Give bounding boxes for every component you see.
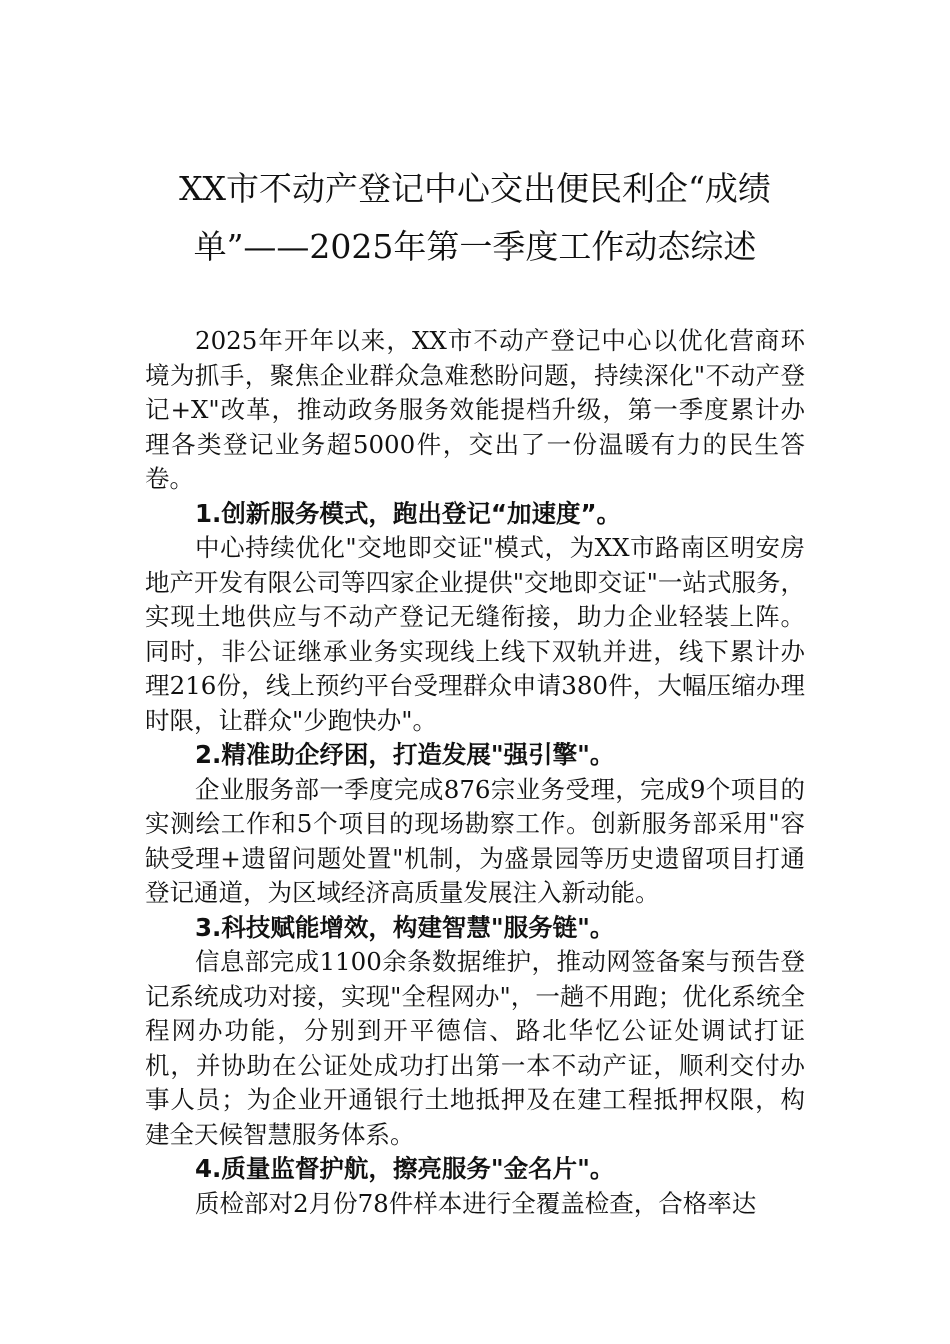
section-paragraph-3: 信息部完成1100余条数据维护，推动网签备案与预告登记系统成功对接，实现"全程网办"，一趟不用跑；优化系统全程网办功能，分别到开平德信、路北华忆公证处调试打证机，并协助在公证处成功打出第一本不动产证，顺利交付办事人员；为企业开通银行土地抵押及在建工程抵押权限，构建全天候智慧服务体系。 — [145, 947, 805, 1149]
document-title: XX市不动产登记中心交出便民利企“成绩单”——2025年第一季度工作动态综述 — [179, 169, 771, 266]
section-paragraph-4: 质检部对2月份78件样本进行全覆盖检查，合格率达 — [195, 1188, 757, 1218]
intro-paragraph: 2025年开年以来，XX市不动产登记中心以优化营商环境为抓手，聚焦企业群众急难愁盼问题，持续深化"不动产登记+X"改革，推动政务服务效能提档升级，第一季度累计办理各类登记业务超5000件，交出了一份温暖有力的民生答卷。 — [145, 326, 805, 493]
section-heading-1: 1.创新服务模式，跑出登记“加速度”。 — [195, 498, 622, 528]
section-heading-4: 4.质量监督护航，擦亮服务"金名片"。 — [195, 1154, 615, 1183]
section-heading-2: 2.精准助企纾困，打造发展"强引擎"。 — [195, 740, 615, 769]
section-paragraph-1: 中心持续优化"交地即交证"模式，为XX市路南区明安房地产开发有限公司等四家企业提供"交地即交证"一站式服务，实现土地供应与不动产登记无缝衔接，助力企业轻装上阵。同时，非公证继承业务实现线上线下双轨并进，线下累计办理216份，线上预约平台受理群众申请380件，大幅压缩办理时限，让群众"少跑快办"。 — [145, 533, 805, 735]
document-body — [145, 324, 805, 1221]
section-paragraph-2: 企业服务部一季度完成876宗业务受理，完成9个项目的实测绘工作和5个项目的现场勘察工作。创新服务部采用"容缺受理+遗留问题处置"机制，为盛景园等历史遗留项目打通登记通道，为区域经济高质量发展注入新动能。 — [145, 774, 805, 907]
section-heading-3: 3.科技赋能增效，构建智慧"服务链"。 — [195, 912, 615, 942]
